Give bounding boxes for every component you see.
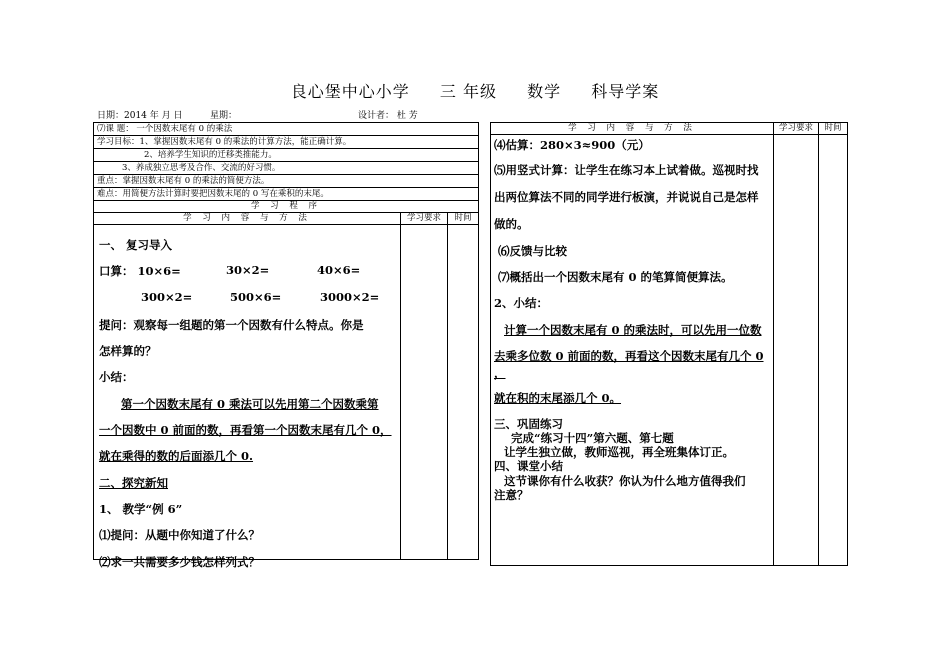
goal-row-2: 2、培养学生知识的迁移类推能力。 bbox=[94, 149, 479, 162]
section-review-heading: 一、 复习导入 bbox=[99, 238, 173, 252]
school-name: 良心堡中心小学 bbox=[290, 82, 410, 101]
left-lesson-table bbox=[93, 122, 479, 569]
reflection-line: 这节课你有什么收获？你认为什么地方值得我们 bbox=[504, 474, 746, 488]
key-point-row: 重点：掌握因数末尾有 0 的乘法的简便方法。 bbox=[94, 175, 479, 188]
feedback-line: ⑹反馈与比较 bbox=[498, 244, 567, 258]
summary-text: 就在乘得的数的后面添几个 0. bbox=[99, 449, 254, 463]
example-heading: 1、 教学“例 6” bbox=[99, 502, 183, 516]
summary-text: 计算一个因数末尾有 0 的乘法时，可以先用一位数 bbox=[504, 323, 762, 337]
difficulty-row: 难点：用简便方法计算时要把因数末尾的 0 写在乘积的末尾。 bbox=[94, 188, 479, 201]
summary-text: 第一个因数末尾有 0 乘法可以先用第二个因数乘第 bbox=[121, 397, 379, 411]
content-column-header: 学 习 内 容 与 方 法 bbox=[491, 123, 774, 135]
topic-row: ⑺课 题： 一个因数末尾有 0 的乘法 bbox=[94, 123, 479, 136]
method-line: 做的。 bbox=[494, 217, 529, 231]
right-content-cell bbox=[491, 135, 774, 566]
designer-field: 设计者： 杜 芳 bbox=[358, 111, 418, 121]
summary-text: 就在积的末尾添几个 0。 bbox=[494, 391, 622, 405]
mental-calc-line: 口算： 10×6= bbox=[99, 264, 181, 278]
left-content-cell bbox=[94, 225, 401, 569]
section-practice-heading: 三、巩固练习 bbox=[494, 417, 563, 431]
summary-method-line: ⑺概括出一个因数末尾有 0 的笔算简便算法。 bbox=[498, 270, 733, 284]
mental-calc-item: 3000×2= bbox=[320, 290, 380, 304]
question-line: ⑴提问：从题中你知道了什么？ bbox=[99, 528, 260, 542]
goal-row-1: 学习目标：1、掌握因数末尾有 0 的乘法的计算方法，能正确计算。 bbox=[94, 136, 479, 149]
mental-calc-item: 500×6= bbox=[230, 290, 282, 304]
requirement-column-header: 学习要求 bbox=[401, 213, 448, 225]
summary-text: ， bbox=[494, 366, 506, 380]
subject-label: 数学 bbox=[527, 82, 562, 101]
requirement-cell bbox=[401, 225, 448, 560]
right-lesson-table bbox=[490, 122, 848, 566]
time-cell bbox=[448, 225, 479, 560]
method-line: 出两位算法不同的同学进行板演，并说说自己是怎样 bbox=[494, 190, 759, 204]
time-column-header: 时间 bbox=[819, 123, 848, 135]
summary-text: 去乘多位数 0 前面的数，再看这个因数末尾有几个 0 bbox=[494, 349, 764, 363]
practice-line: 让学生独立做，教师巡视，再全班集体订正。 bbox=[504, 445, 734, 459]
summary-label: 小结： bbox=[99, 370, 134, 384]
reflection-line: 注意？ bbox=[494, 488, 529, 502]
page-title bbox=[0, 79, 950, 102]
grade-label: 三 年级 bbox=[439, 82, 497, 101]
section-explore-heading: 二、探究新知 bbox=[99, 476, 168, 490]
plan-type-label: 科导学案 bbox=[591, 82, 660, 101]
summary-text: 一个因数中 0 前面的数，再看第一个因数末尾有几个 0， bbox=[99, 423, 392, 437]
method-line: ⑸用竖式计算：让学生在练习本上试着做。巡视时找 bbox=[494, 163, 759, 177]
question-line: 提问：观察每一组题的第一个因数有什么特点。你是 bbox=[99, 318, 364, 332]
date-field: 日期：2014 年 月 日 bbox=[97, 111, 183, 121]
mental-calc-item: 30×2= bbox=[226, 263, 270, 277]
goal-row-3: 3、养成独立思考及合作、交流的好习惯。 bbox=[94, 162, 479, 175]
time-cell bbox=[819, 135, 848, 566]
estimate-line: ⑷估算：280×3≈900（元） bbox=[494, 138, 650, 152]
time-column-header: 时间 bbox=[448, 213, 479, 225]
practice-line: 完成“练习十四”第六题、第七题 bbox=[511, 431, 674, 445]
requirement-column-header: 学习要求 bbox=[774, 123, 819, 135]
section-review-summary-heading: 四、课堂小结 bbox=[494, 459, 563, 473]
summary-label: 2、小结： bbox=[494, 296, 549, 310]
question-line: ⑵求一共需要多少钱怎样列式？ bbox=[99, 555, 260, 569]
mental-calc-item: 300×2= bbox=[141, 290, 193, 304]
question-line: 怎样算的？ bbox=[99, 344, 157, 358]
mental-calc-item: 40×6= bbox=[317, 263, 361, 277]
content-column-header: 学 习 内 容 与 方 法 bbox=[94, 213, 401, 225]
procedure-header: 学 习 程 序 bbox=[94, 201, 479, 213]
weekday-field: 星期： bbox=[210, 111, 238, 121]
requirement-cell bbox=[774, 135, 819, 566]
